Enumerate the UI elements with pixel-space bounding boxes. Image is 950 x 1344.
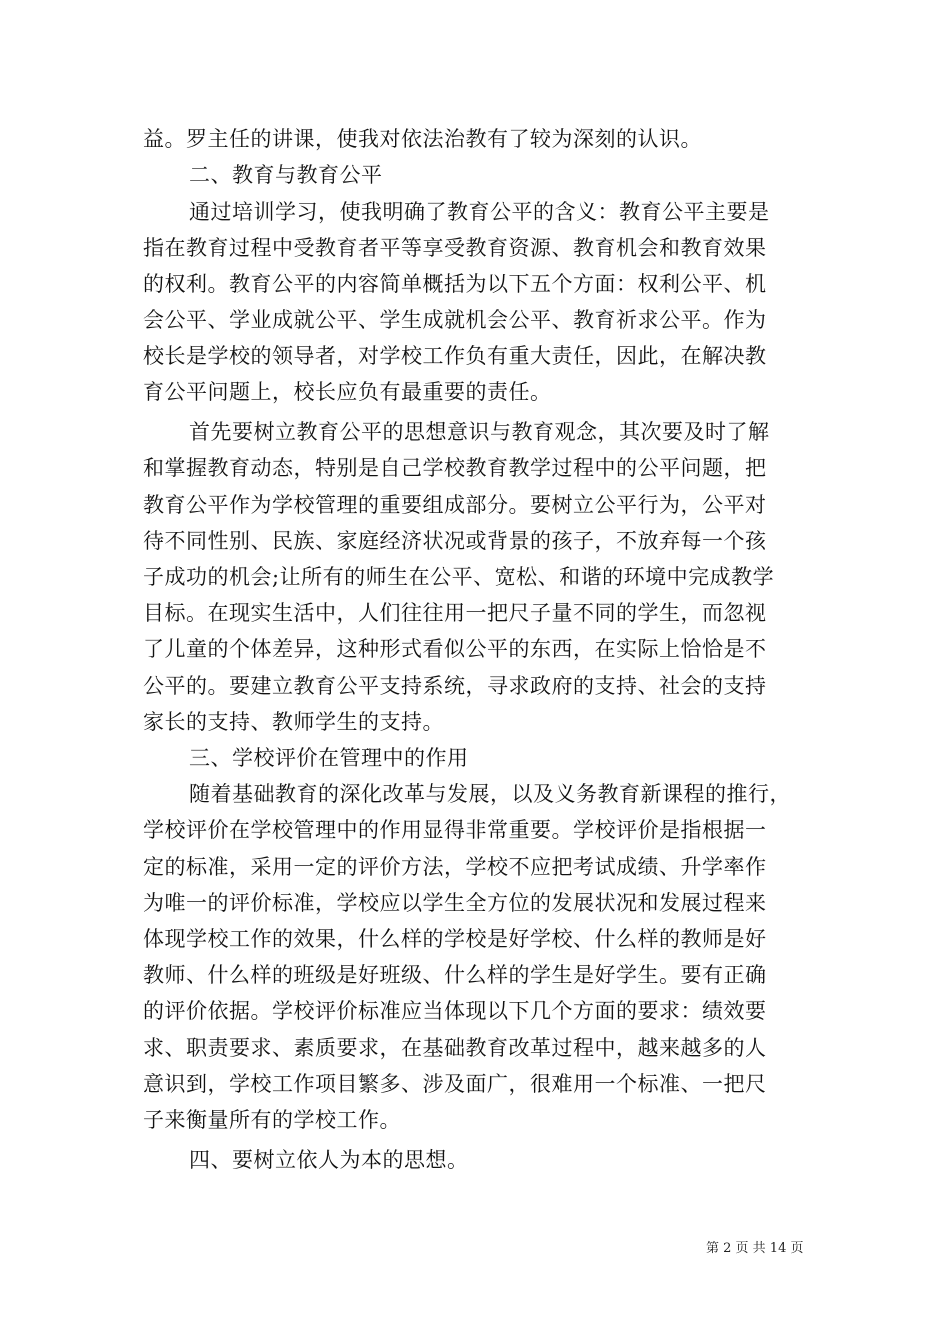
text-line: 定的标准，采用一定的评价方法，学校不应把考试成绩、升学率作 bbox=[143, 855, 767, 879]
text-line: 教师、什么样的班级是好班级、什么样的学生是好学生。要有正确 bbox=[143, 963, 767, 987]
text-line: 为唯一的评价标准，学校应以学生全方位的发展状况和发展过程来 bbox=[143, 891, 767, 915]
text-line: 校长是学校的领导者，对学校工作负有重大责任，因此，在解决教 bbox=[143, 344, 767, 368]
text-line: 目标。在现实生活中，人们往往用一把尺子量不同的学生，而忽视 bbox=[143, 601, 767, 625]
text-line: 子来衡量所有的学校工作。 bbox=[143, 1108, 401, 1132]
text-line: 意识到，学校工作项目繁多、涉及面广，很难用一个标准、一把尺 bbox=[143, 1072, 767, 1096]
text-line: 会公平、学业成就公平、学生成就机会公平、教育祈求公平。作为 bbox=[143, 308, 767, 332]
text-line: 待不同性别、民族、家庭经济状况或背景的孩子，不放弃每一个孩 bbox=[143, 529, 767, 553]
text-line: 学校评价在学校管理中的作用显得非常重要。学校评价是指根据一 bbox=[143, 818, 767, 842]
text-line: 通过培训学习，使我明确了教育公平的含义：教育公平主要是 bbox=[189, 200, 770, 224]
section-heading: 四、要树立依人为本的思想。 bbox=[189, 1148, 469, 1172]
section-heading: 二、教育与教育公平 bbox=[189, 163, 383, 187]
text-line: 的评价依据。学校评价标准应当体现以下几个方面的要求：绩效要 bbox=[143, 999, 767, 1023]
text-line: 家长的支持、教师学生的支持。 bbox=[143, 710, 444, 734]
text-line: 了儿童的个体差异，这种形式看似公平的东西，在实际上恰恰是不 bbox=[143, 637, 767, 661]
text-line: 育公平问题上，校长应负有最重要的责任。 bbox=[143, 380, 552, 404]
text-line: 的权利。教育公平的内容简单概括为以下五个方面：权利公平、机 bbox=[143, 272, 767, 296]
text-line: 子成功的机会;让所有的师生在公平、宽松、和谐的环境中完成教学 bbox=[143, 565, 775, 589]
text-line: 体现学校工作的效果，什么样的学校是好学校、什么样的教师是好 bbox=[143, 927, 767, 951]
text-line: 益。罗主任的讲课，使我对依法治教有了较为深刻的认识。 bbox=[143, 127, 702, 151]
text-line: 指在教育过程中受教育者平等享受教育资源、教育机会和教育效果 bbox=[143, 236, 767, 260]
text-line: 首先要树立教育公平的思想意识与教育观念，其次要及时了解 bbox=[189, 420, 770, 444]
text-line: 和掌握教育动态，特别是自己学校教育教学过程中的公平问题，把 bbox=[143, 456, 767, 480]
text-line: 求、职责要求、素质要求，在基础教育改革过程中，越来越多的人 bbox=[143, 1036, 767, 1060]
section-heading: 三、学校评价在管理中的作用 bbox=[189, 746, 469, 770]
text-line: 随着基础教育的深化改革与发展，以及义务教育新课程的推行， bbox=[189, 782, 791, 806]
page-number-footer: 第 2 页 共 14 页 bbox=[706, 1241, 804, 1256]
text-line: 教育公平作为学校管理的重要组成部分。要树立公平行为，公平对 bbox=[143, 493, 767, 517]
text-line: 公平的。要建立教育公平支持系统，寻求政府的支持、社会的支持 bbox=[143, 674, 767, 698]
